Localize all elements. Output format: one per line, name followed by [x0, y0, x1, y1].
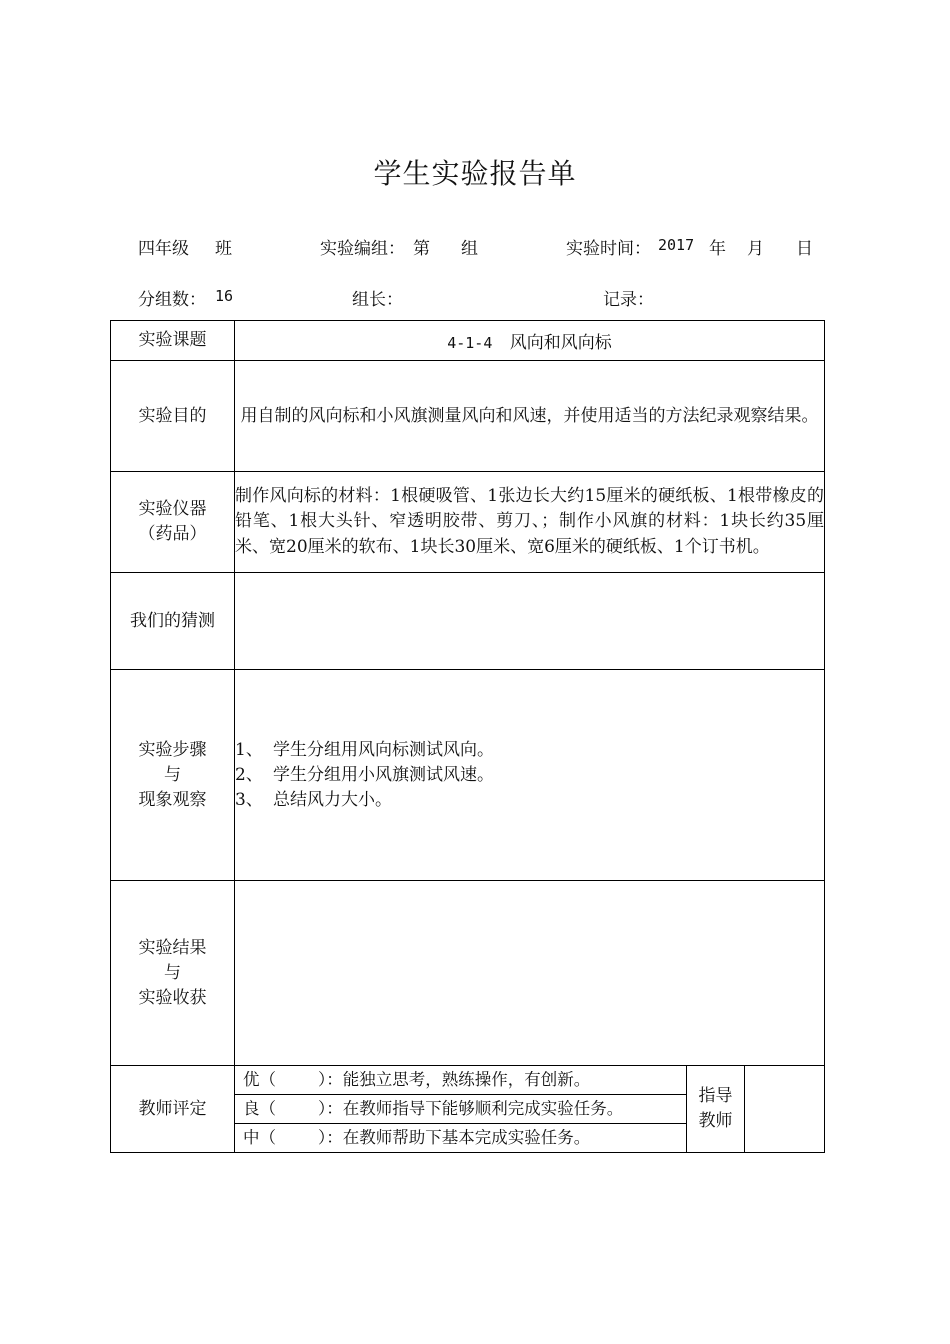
report-table: [110, 320, 825, 1153]
teacher-label: [687, 1066, 745, 1153]
guess-label: 我们的猜测: [111, 573, 235, 670]
eval-option-excellent[interactable]: 优（ ）：能独立思考，熟练操作，有创新。: [235, 1066, 687, 1095]
group-count-label: 分组数：: [138, 290, 206, 310]
eval-label: 教师评定: [111, 1066, 235, 1153]
grade-label: 四年级: [138, 239, 189, 259]
group-label: 实验编组：: [320, 239, 405, 259]
result-row: [111, 881, 825, 1066]
day-unit: 日: [796, 239, 813, 259]
steps-cell[interactable]: [235, 670, 825, 881]
result-label-line1: 实验结果: [138, 937, 207, 958]
teacher-label-line2: 教师: [698, 1111, 733, 1131]
recorder-label: 记录：: [603, 290, 654, 310]
guess-value[interactable]: [235, 573, 825, 670]
equipment-label-line1: 实验仪器: [138, 499, 207, 519]
group-count-value: 16: [215, 287, 234, 305]
group-ordinal-suffix: 组: [461, 239, 478, 259]
topic-cell[interactable]: [235, 321, 825, 361]
eval-option-good[interactable]: 良（ ）：在教师指导下能够顺利完成实验任务。: [235, 1095, 687, 1124]
eval-row-excellent: [111, 1066, 825, 1095]
equipment-label: [111, 472, 235, 573]
steps-label: [111, 670, 235, 881]
year-unit: 年: [709, 239, 726, 259]
teacher-signature[interactable]: [745, 1066, 825, 1153]
steps-label-line3: 现象观察: [138, 789, 207, 810]
steps-label-line2: 与: [164, 764, 181, 785]
result-label-line3: 实验收获: [138, 987, 207, 1008]
year-value: 2017: [658, 236, 695, 254]
steps-row: [111, 670, 825, 881]
group-ordinal-prefix: 第: [413, 239, 430, 259]
result-value[interactable]: [235, 881, 825, 1066]
topic-row: [111, 321, 825, 361]
topic-code: 4-1-4: [447, 334, 493, 352]
result-label: [111, 881, 235, 1066]
page-title: 学生实验报告单: [373, 157, 577, 190]
equipment-value[interactable]: 制作风向标的材料：1根硬吸管、1张边长大约15厘米的硬纸板、1根带橡皮的铅笔、1根大头针、窄透明胶带、剪刀、；制作小风旗的材料：1块长约35厘米、宽20厘米的软布、1块长30厘米、宽6厘米的硬纸板、1个订书机。: [235, 472, 825, 573]
step-item: 3、 总结风力大小。: [235, 789, 392, 810]
topic-value: 风向和风向标: [509, 333, 612, 353]
purpose-value[interactable]: 用自制的风向标和小风旗测量风向和风速，并使用适当的方法纪录观察结果。: [235, 361, 825, 472]
topic-label: 实验课题: [111, 321, 235, 361]
equipment-row: [111, 472, 825, 573]
step-item: 1、 学生分组用风向标测试风向。: [235, 739, 494, 760]
step-item: 2、 学生分组用小风旗测试风速。: [235, 764, 494, 785]
time-label: 实验时间：: [566, 239, 651, 259]
leader-label: 组长：: [352, 290, 403, 310]
equipment-label-line2: （药品）: [138, 524, 207, 544]
teacher-label-line1: 指导: [698, 1086, 733, 1106]
class-label: 班: [215, 239, 232, 259]
purpose-row: [111, 361, 825, 472]
eval-option-fair[interactable]: 中（ ）：在教师帮助下基本完成实验任务。: [235, 1124, 687, 1153]
result-label-line2: 与: [164, 962, 181, 983]
purpose-label: 实验目的: [111, 361, 235, 472]
guess-row: [111, 573, 825, 670]
steps-label-line1: 实验步骤: [138, 739, 207, 760]
month-unit: 月: [747, 239, 764, 259]
